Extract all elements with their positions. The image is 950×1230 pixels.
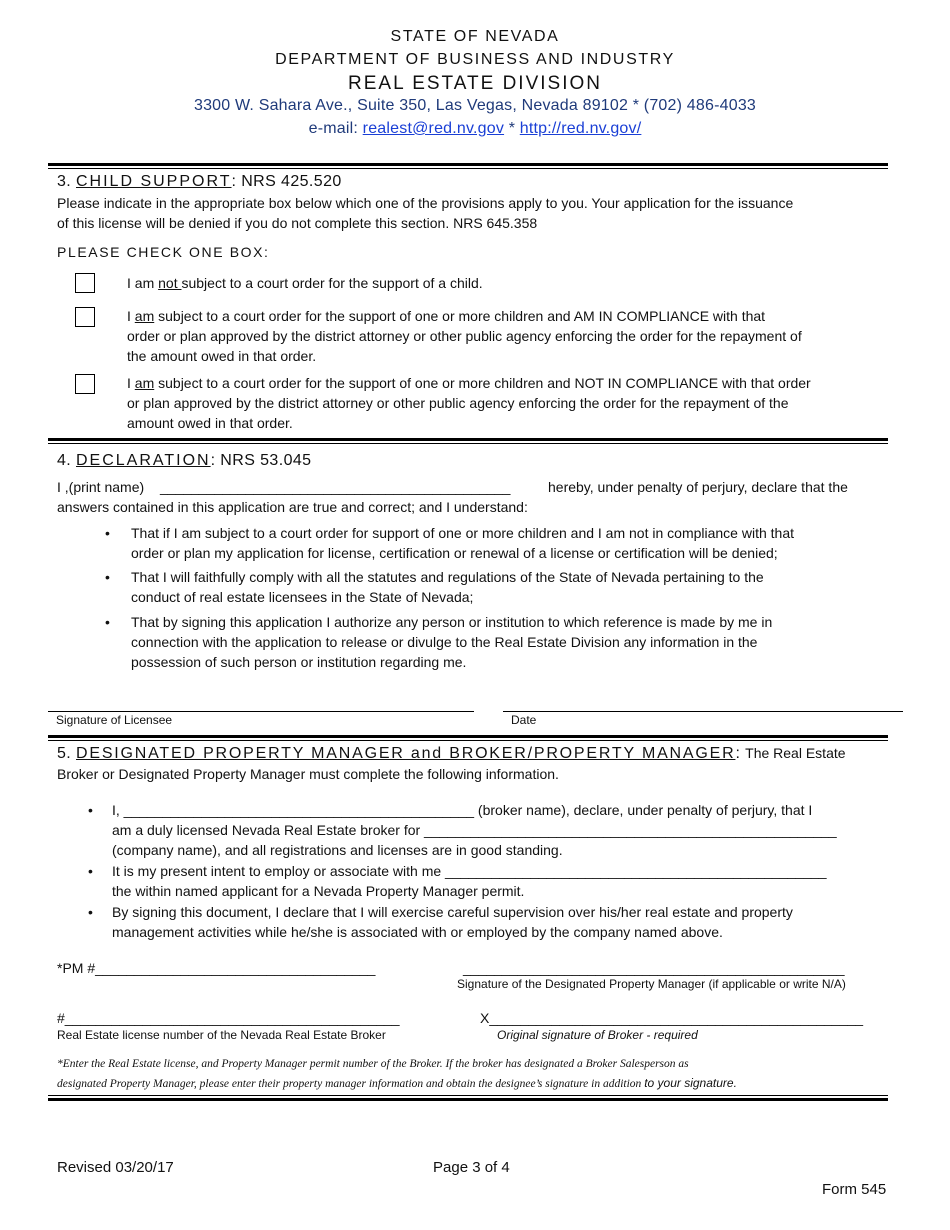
bullet-icon: • (105, 614, 110, 630)
option-not-in-compliance-line1: I am subject to a court order for the support of one or more children and NOT IN COMPLIANCE with that order (127, 375, 811, 391)
header-address: 3300 W. Sahara Ave., Suite 350, Las Vegas, Nevada 89102 * (702) 486-4033 (193, 97, 757, 114)
signature-licensee-line[interactable] (48, 711, 474, 712)
dpm-signature-field[interactable]: _________________________________________________ (463, 960, 845, 976)
section3-title: 3. CHILD SUPPORT: NRS 425.520 (57, 173, 342, 190)
broker-signature-label: Original signature of Broker - required (497, 1028, 698, 1042)
header-division: REAL ESTATE DIVISION (348, 73, 602, 94)
broker-bullet-3: • By signing this document, I declare that I will exercise careful supervision over his/her real estate and property management activities while he/she is associated with or employed by the company named above. (88, 904, 793, 940)
broker-license-field[interactable]: #___________________________________________ (57, 1010, 400, 1026)
section-rule-bottom-thick (48, 1098, 888, 1101)
option-in-compliance-line2: order or plan approved by the district attorney or other public agency enforcing the order for the repayment of (127, 328, 802, 344)
revised-date: Revised 03/20/17 (57, 1159, 174, 1176)
form-number: Form 545 (822, 1181, 887, 1198)
section-rule-top-thick (48, 163, 888, 166)
page-number: Page 3 of 4 (433, 1159, 510, 1176)
check-one-label: PLEASE CHECK ONE BOX: (57, 244, 270, 260)
contact-separator: * (504, 120, 520, 137)
date-line[interactable] (503, 711, 903, 712)
date-label: Date (511, 713, 537, 727)
section-rule-4-5-thick (48, 735, 888, 738)
employ-intent-field[interactable]: It is my present intent to employ or associate with me _________________________________________________ (112, 863, 827, 879)
footnote-line2: designated Property Manager, please enter their property manager information and obtain the designee’s signature in addition to your signature. (57, 1076, 737, 1090)
pm-number-field[interactable]: *PM #____________________________________ (57, 960, 376, 976)
section-rule-4-5-thin (48, 740, 888, 741)
bullet-icon: • (105, 569, 110, 585)
checkbox-not-in-compliance[interactable] (75, 374, 95, 394)
declaration-bullet-2: • That I will faithfully comply with all the statutes and regulations of the State of Nevada pertaining to the conduct of real estate licensees in the State of Nevada; (105, 569, 764, 605)
option-not-in-compliance-line2: or plan approved by the district attorney or other public agency enforcing the order for the repayment of the (127, 395, 789, 411)
broker-signature-field[interactable]: X________________________________________________ (480, 1010, 864, 1026)
email-link[interactable]: realest@red.nv.gov (362, 120, 505, 137)
bullet-icon: • (105, 525, 110, 541)
bullet-icon: • (88, 904, 93, 920)
bullet-icon: • (88, 802, 93, 818)
header-contact (0, 120, 950, 138)
section5-intro: Broker or Designated Property Manager must complete the following information. (57, 766, 559, 782)
dpm-signature-label: Signature of the Designated Property Manager (if applicable or write N/A) (457, 977, 846, 991)
print-name-label: I ,(print name) (57, 479, 145, 495)
print-name-field[interactable]: _____________________________________________ (160, 479, 511, 495)
checkbox-in-compliance[interactable] (75, 307, 95, 327)
broker-license-label: Real Estate license number of the Nevada Real Estate Broker (57, 1028, 386, 1042)
email-label: e-mail: (308, 120, 363, 137)
declaration-line1-end: hereby, under penalty of perjury, declare that the (548, 479, 848, 495)
option-not-in-compliance-line3: amount owed in that order. (127, 415, 293, 431)
section3-intro-line1: Please indicate in the appropriate box below which one of the provisions apply to you. Your application for the issuance (57, 195, 794, 211)
section3-intro-line2: of this license will be denied if you do not complete this section. NRS 645.358 (57, 215, 538, 231)
option-in-compliance-line3: the amount owed in that order. (127, 348, 317, 364)
header-department: DEPARTMENT OF BUSINESS AND INDUSTRY (275, 51, 675, 68)
section-rule-top-thin (48, 168, 888, 169)
declaration-bullet-1: • That if I am subject to a court order for support of one or more children and I am not in compliance with that order or plan my application for license, certification or renewal of a license or certification will be denied; (105, 525, 794, 561)
section4-title: 4. DECLARATION: NRS 53.045 (57, 452, 312, 469)
declaration-line2: answers contained in this application are true and correct; and I understand: (57, 499, 528, 515)
declaration-bullet-3: • That by signing this application I authorize any person or institution to which reference is made by me in connection with the application to release or divulge to the Real Estate Division any information in the possession of such person or institution regarding me. (105, 614, 773, 670)
bullet-icon: • (88, 863, 93, 879)
signature-licensee-label: Signature of Licensee (56, 713, 173, 727)
section5-title: 5. DESIGNATED PROPERTY MANAGER and BROKER/PROPERTY MANAGER: The Real Estate (57, 745, 846, 762)
header-state: STATE OF NEVADA (390, 28, 560, 45)
section-rule-3-4-thick (48, 438, 888, 441)
option-in-compliance-line1: I am subject to a court order for the support of one or more children and AM IN COMPLIANCE with that (127, 308, 766, 324)
section-rule-bottom-thin (48, 1095, 888, 1096)
section-rule-3-4-thin (48, 443, 888, 444)
broker-bullet-1: • I, _____________________________________________ (broker name), declare, under penalty of perjury, that I am a duly licensed Nevada Real Estate broker for _____________________________________________________ (company name), and all registrations and licenses are in good standing. (88, 802, 837, 858)
checkbox-not-subject[interactable] (75, 273, 95, 293)
broker-bullet-2: • It is my present intent to employ or associate with me _________________________________________________ the within named applicant for a Nevada Property Manager permit. (88, 863, 827, 899)
website-link[interactable]: http://red.nv.gov/ (519, 120, 642, 137)
footnote-line1: *Enter the Real Estate license, and Property Manager permit number of the Broker. If the broker has designated a Broker Salesperson as (57, 1058, 689, 1070)
option-not-subject-text: I am not subject to a court order for the support of a child. (127, 275, 483, 291)
broker-name-field[interactable]: I, _____________________________________________ (broker name), declare, under penalty of perjury, that I (112, 802, 813, 818)
company-name-field[interactable]: am a duly licensed Nevada Real Estate broker for _____________________________________________________ (112, 822, 837, 838)
